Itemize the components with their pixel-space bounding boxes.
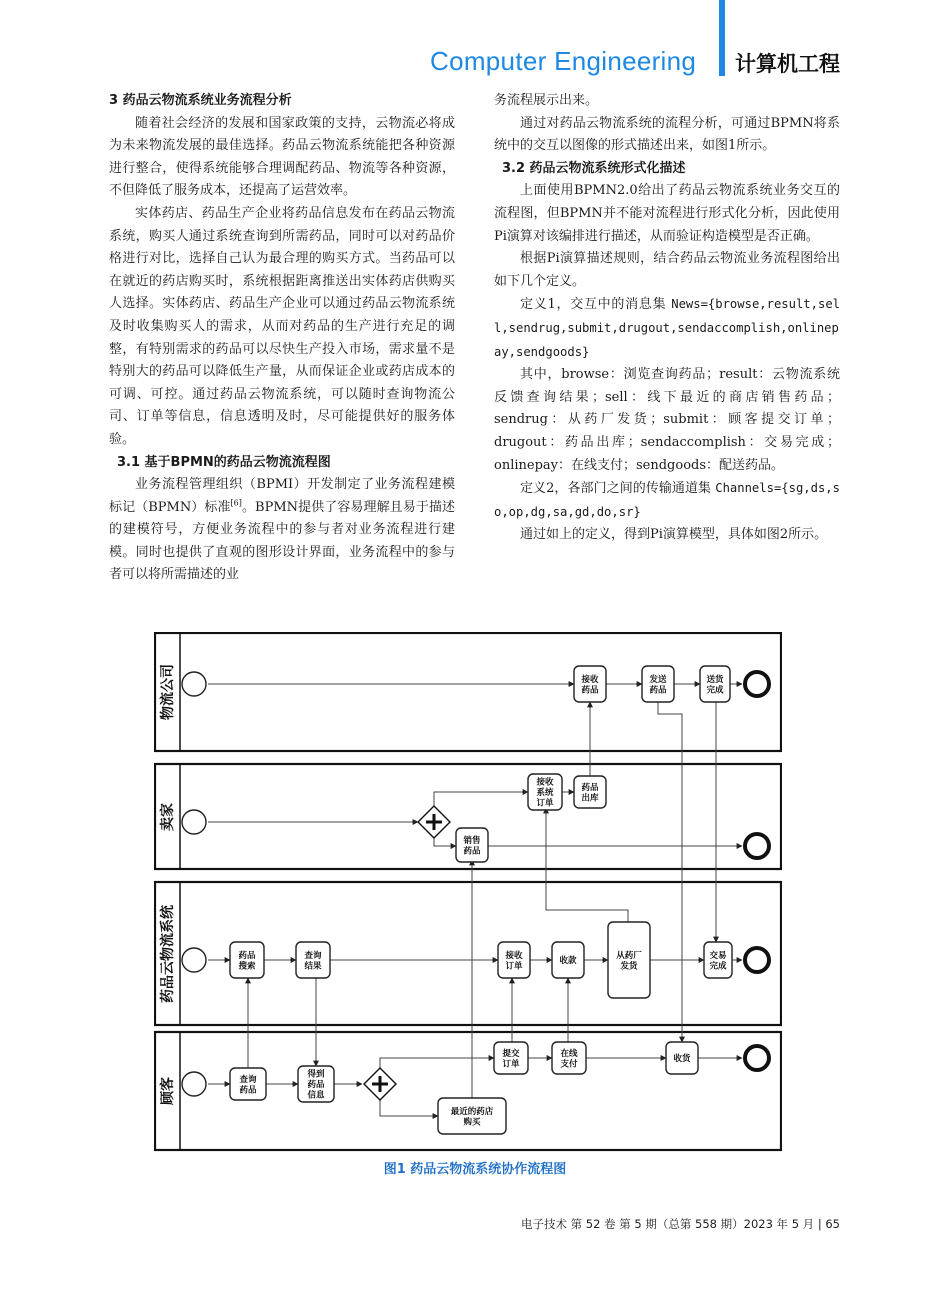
paragraph: 上面使用BPMN2.0给出了药品云物流系统业务交互的流程图，但BPMN并不能对流程进行形式化分析，因此使用Pi演算对该编排进行描述，从而验证构造模型是否正确。 bbox=[494, 183, 840, 244]
task-label: 在线 bbox=[560, 1048, 578, 1059]
task-label: 购买 bbox=[463, 1117, 481, 1128]
paragraph: 通过对药品云物流系统的流程分析，可通过BPMN将系统中的交互以图像的形式描述出来，如图1所示。 bbox=[494, 115, 840, 154]
lane-label: 物流公司 bbox=[160, 664, 176, 720]
paragraph: 业务流程管理组织（BPMI）开发制定了业务流程建模标记（BPMN）标准[6]。BPMN提供了容易理解且易于描述的建模符号，方便业务流程中的参与者对业务流程进行建模。同时也提供了直观的图形设计界面，业务流程中的参与者可以将所需描述的业 bbox=[109, 477, 455, 583]
task-drug-search bbox=[230, 942, 264, 978]
task-label: 收款 bbox=[559, 956, 577, 967]
task-label: 从药厂 bbox=[616, 950, 642, 961]
start-event bbox=[182, 810, 206, 834]
right-column bbox=[494, 90, 840, 547]
task-label: 查询 bbox=[304, 950, 322, 961]
paragraph: 通过如上的定义，得到Pi演算模型，具体如图2所示。 bbox=[520, 527, 828, 543]
lane-label: 卖家 bbox=[160, 803, 176, 831]
task-label: 结果 bbox=[304, 961, 322, 972]
bpmn-diagram bbox=[154, 632, 782, 1152]
news-set: News={browse,result,sell,sendrug,submit,drugout,sendaccomplish,onlinepay,sendgoods} bbox=[494, 297, 840, 359]
channels-set: Channels={sg,ds,so,op,dg,sa,gd,do,sr} bbox=[494, 481, 840, 519]
task-receive-drug bbox=[574, 666, 606, 702]
paragraph: 实体药店、药品生产企业将药品信息发布在药品云物流系统，购买人通过系统查询到所需药品，同时可以对药品价格进行对比，选择自己认为最合理的购买方式。当药品可以在就近的药店购买时，系统根据距离推送出实体药店供购买人选择。实体药店、药品生产企业可以通过药品云物流系统及时收集购买人的需求，从而对药品的生产进行充足的调整，有特别需求的药品可以尽快生产投入市场，需求量不是特别大的药品可以降低生产量，从而保证企业或药店成本的可调、可控。通过药品云物流系统，可以随时查询物流公司、订单等信息，信息透明及时，尽可能提供好的服务体验。 bbox=[109, 205, 455, 447]
task-receive-order-sys bbox=[528, 774, 562, 810]
task-label: 药品 bbox=[239, 1085, 257, 1096]
task-label: 提交 bbox=[502, 1048, 520, 1059]
task-label: 完成 bbox=[706, 685, 724, 696]
task-label: 系统 bbox=[536, 788, 554, 799]
task-label: 发送 bbox=[649, 674, 667, 685]
paragraph: 其中，browse：浏览查询药品；result：云物流系统反馈查询结果；sell：线下最近的商店销售药品；sendrug：从药厂发货；submit：顾客提交订单；drugout：药品出库；sendaccomplish：交易完成；onlinepay：在线支付；sendgoods：配送药品。 bbox=[494, 367, 840, 473]
pool-logistics bbox=[155, 633, 781, 751]
header-accent-bar bbox=[719, 0, 725, 76]
start-event bbox=[182, 1072, 206, 1096]
task-submit-order bbox=[494, 1042, 528, 1074]
task-collect-pay bbox=[552, 942, 584, 978]
task-label: 药品 bbox=[463, 846, 481, 857]
task-label: 接收 bbox=[581, 674, 599, 685]
end-event bbox=[745, 948, 769, 972]
task-deal-done bbox=[704, 942, 732, 978]
task-label: 最近的药店 bbox=[450, 1106, 494, 1117]
task-label: 销售 bbox=[463, 835, 481, 846]
task-label: 送货 bbox=[706, 674, 724, 685]
citation-ref: [6] bbox=[230, 498, 242, 508]
task-label: 出库 bbox=[581, 793, 599, 804]
task-label: 搜索 bbox=[238, 961, 256, 972]
task-label: 药品 bbox=[238, 950, 256, 961]
task-query-result bbox=[296, 942, 330, 978]
figure-caption: 图1 药品云物流系统协作流程图 bbox=[383, 1162, 567, 1177]
end-event bbox=[745, 672, 769, 696]
task-label: 订单 bbox=[536, 798, 554, 809]
task-label: 完成 bbox=[709, 961, 727, 972]
lane-label: 顾客 bbox=[160, 1077, 176, 1105]
task-receive-goods bbox=[666, 1042, 698, 1074]
task-label: 药品 bbox=[581, 685, 599, 696]
task-get-info bbox=[298, 1066, 334, 1102]
task-label: 药品 bbox=[307, 1080, 325, 1091]
lane-label: 药品云物流系统 bbox=[160, 905, 176, 1003]
task-nearest-store bbox=[438, 1098, 506, 1134]
task-sell-drug bbox=[456, 828, 488, 862]
definition-2: 定义2，各部门之间的传输通道集 Channels={sg,ds,so,op,dg,sa,gd,do,sr} bbox=[494, 481, 840, 519]
paragraph: 随着社会经济的发展和国家政策的支持，云物流必将成为未来物流发展的最佳选择。药品云物流系统能把各种资源进行整合，使得系统能够合理调配药品、物流等各种资源，不但降低了服务成本，还提高了运营效率。 bbox=[109, 115, 455, 199]
task-label: 查询 bbox=[239, 1074, 257, 1085]
task-label: 接收 bbox=[505, 950, 523, 961]
task-drug-out bbox=[574, 776, 606, 808]
definition-1: 定义1，交互中的消息集 News={browse,result,sell,sendrug,submit,drugout,sendaccomplish,onlinepay,sendgoods} bbox=[494, 297, 840, 359]
paragraph: 根据Pi演算描述规则，结合药品云物流业务流程图给出如下几个定义。 bbox=[494, 251, 840, 289]
page-footer: 电子技术 第 52 卷 第 5 期（总第 558 期）2023 年 5 月 | 65 bbox=[520, 1217, 840, 1231]
task-label: 支付 bbox=[560, 1059, 578, 1070]
task-label: 交易 bbox=[709, 950, 727, 961]
task-receive-order bbox=[498, 942, 530, 978]
task-delivery-done bbox=[700, 666, 730, 702]
task-label: 收货 bbox=[673, 1054, 691, 1065]
end-event bbox=[745, 1046, 769, 1070]
task-label: 发货 bbox=[620, 961, 638, 972]
bpmn-figure bbox=[154, 632, 782, 1152]
task-online-pay bbox=[552, 1042, 586, 1074]
end-event bbox=[745, 834, 769, 858]
task-label: 药品 bbox=[581, 782, 599, 793]
task-label: 得到 bbox=[307, 1069, 325, 1080]
section-heading-3: 3 药品云物流系统业务流程分析 bbox=[109, 93, 292, 108]
start-event bbox=[182, 948, 206, 972]
journal-name-english: Computer Engineering bbox=[430, 46, 697, 76]
section-heading-3-1: 3.1 基于BPMN的药品云物流流程图 bbox=[117, 454, 331, 470]
task-label: 订单 bbox=[502, 1059, 520, 1070]
task-label: 接收 bbox=[536, 777, 554, 788]
task-query-drug bbox=[230, 1068, 266, 1100]
section-heading-3-2: 3.2 药品云物流系统形式化描述 bbox=[502, 160, 686, 176]
task-label: 药品 bbox=[649, 685, 667, 696]
task-ship-factory bbox=[608, 922, 650, 998]
task-send-drug bbox=[642, 666, 674, 702]
paragraph: 务流程展示出来。 bbox=[494, 93, 599, 108]
journal-name-chinese: 计算机工程 bbox=[735, 52, 840, 76]
task-label: 订单 bbox=[505, 961, 523, 972]
start-event bbox=[182, 672, 206, 696]
task-label: 信息 bbox=[307, 1090, 325, 1101]
left-column bbox=[109, 90, 455, 587]
